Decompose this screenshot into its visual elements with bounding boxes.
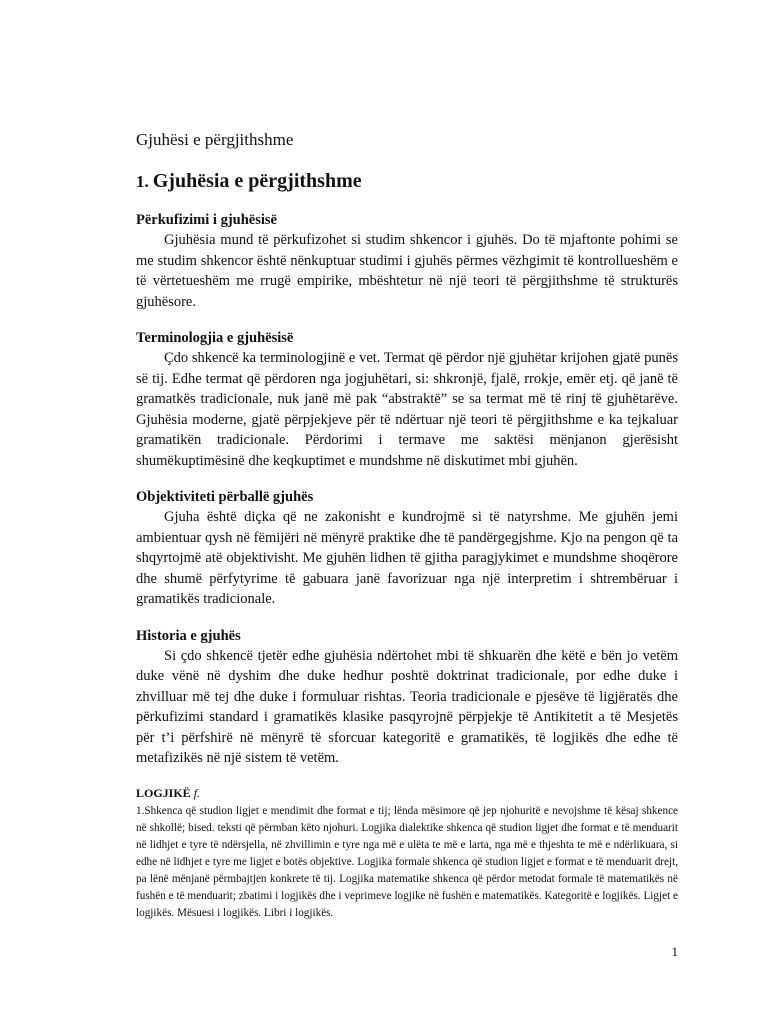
section-objectivity	[136, 487, 678, 610]
definition-part-of-speech: f.	[193, 785, 201, 800]
section-terminology	[136, 328, 678, 471]
chapter-number: 1.	[136, 172, 149, 191]
definition-block	[136, 785, 678, 922]
section-heading: Përkufizimi i gjuhësisë	[136, 212, 277, 228]
document-header: Gjuhësi e përgjithshme	[136, 130, 294, 149]
page-number: 1	[671, 944, 678, 959]
section-heading: Terminologjia e gjuhësisë	[136, 330, 294, 346]
section-definition-of-linguistics	[136, 210, 678, 312]
section-body: Çdo shkencë ka terminologjinë e vet. Termat që përdor një gjuhëtar krijohen gjatë punës së tij. Edhe termat që përdoren nga jogjuhëtari, si: shkronjë, fjalë, rrokje, emër etj. që janë të gramatkës tradicionale, nuk janë më pak “abstraktë” se sa termat më të rinj të gjuhëtarëve. Gjuhësia moderne, gjatë përpjekjeve për të ndërtuar një teori të përgjithshme e ka tejkaluar gramatikën tradicionale. Përdorimi i termave me saktësi mënjanon gjerësisht shumëkuptimësinë dhe keqkuptimet e mundshme në diskutimet mbi gjuhën.	[136, 350, 678, 469]
page-content	[136, 128, 678, 922]
definition-title	[136, 785, 678, 801]
chapter-title	[136, 168, 678, 196]
section-heading: Objektiviteti përballë gjuhës	[136, 489, 314, 505]
section-body: Si çdo shkencë tjetër edhe gjuhësia ndërtohet mbi të shkuarën dhe këtë e bën jo vetëm duke vënë në dyshim dhe duke hedhur poshtë doktrinat tradicionale, por edhe duke i zhvilluar më tej dhe duke i formuluar rishtas. Teoria tradicionale e pjesëve të ligjëratës dhe përkufizimi standard i gramatikës klasike pasqyrojnë përpjekje të Antikitetit a të Mesjetës për t’i përfshirë në mënyrë të sforcuar kategoritë e gramatikës, të logjikës dhe edhe të metafizikës në një sistem të vetëm.	[136, 647, 678, 766]
chapter-title-text: Gjuhësia e përgjithshme	[152, 170, 362, 192]
definition-term: LOGJIKË	[136, 785, 191, 800]
section-body: Gjuha është diçka që ne zakonisht e kundrojmë si të natyrshme. Me gjuhën jemi ambientuar qysh në fëmijëri në mënyrë praktike dhe të pandërgegjshme. Kjo na pengon që ta shqyrtojmë atë objektivisht. Me gjuhën lidhen të gjitha paragjykimet e mundshme shoqërore dhe shumë përfytyrime të gabuara janë favorizuar nga një interpretim i shtrembëruar i gramatikës tradicionale.	[136, 509, 678, 607]
definition-body: 1.Shkenca që studion ligjet e mendimit dhe format e tij; lënda mësimore që jep njohuritë e nevojshme të kësaj shkence në shkollë; bised. teksti që përmban këto njohuri. Logjika dialektike shkenca që studion ligjet dhe format e të menduarit në lidhjet e tyre të ndërsjella, në zhvillimin e tyre nga më e ulëta te më e larta, nga më e thjeshta te më e ndërlikuara, si edhe në lidhjet e tyre me ligjet e botës objektive. Logjika formale shkenca që studion ligjet e format e të menduarit drejt, pa lënë mënjanë përmbajtjen konkrete të tij. Logjika matematike shkenca që përdor metodat formale të matematikës në fushën e të menduarit; zbatimi i logjikës dhe i veprimeve logjike në fushën e matematikës. Kategoritë e logjikës. Ligjet e logjikës. Mësuesi i logjikës. Libri i logjikës.	[136, 804, 678, 919]
section-history	[136, 626, 678, 769]
section-body: Gjuhësia mund të përkufizohet si studim shkencor i gjuhës. Do të mjaftonte pohimi se me studim shkencor është nënkuptuar studimi i gjuhës përmes vëzhgimit të kontrollueshëm e të vërtetueshëm me rrugë empirike, mbështetur në një teori të përgjithshme të strukturës gjuhësore.	[136, 232, 678, 310]
section-heading: Historia e gjuhës	[136, 627, 241, 644]
